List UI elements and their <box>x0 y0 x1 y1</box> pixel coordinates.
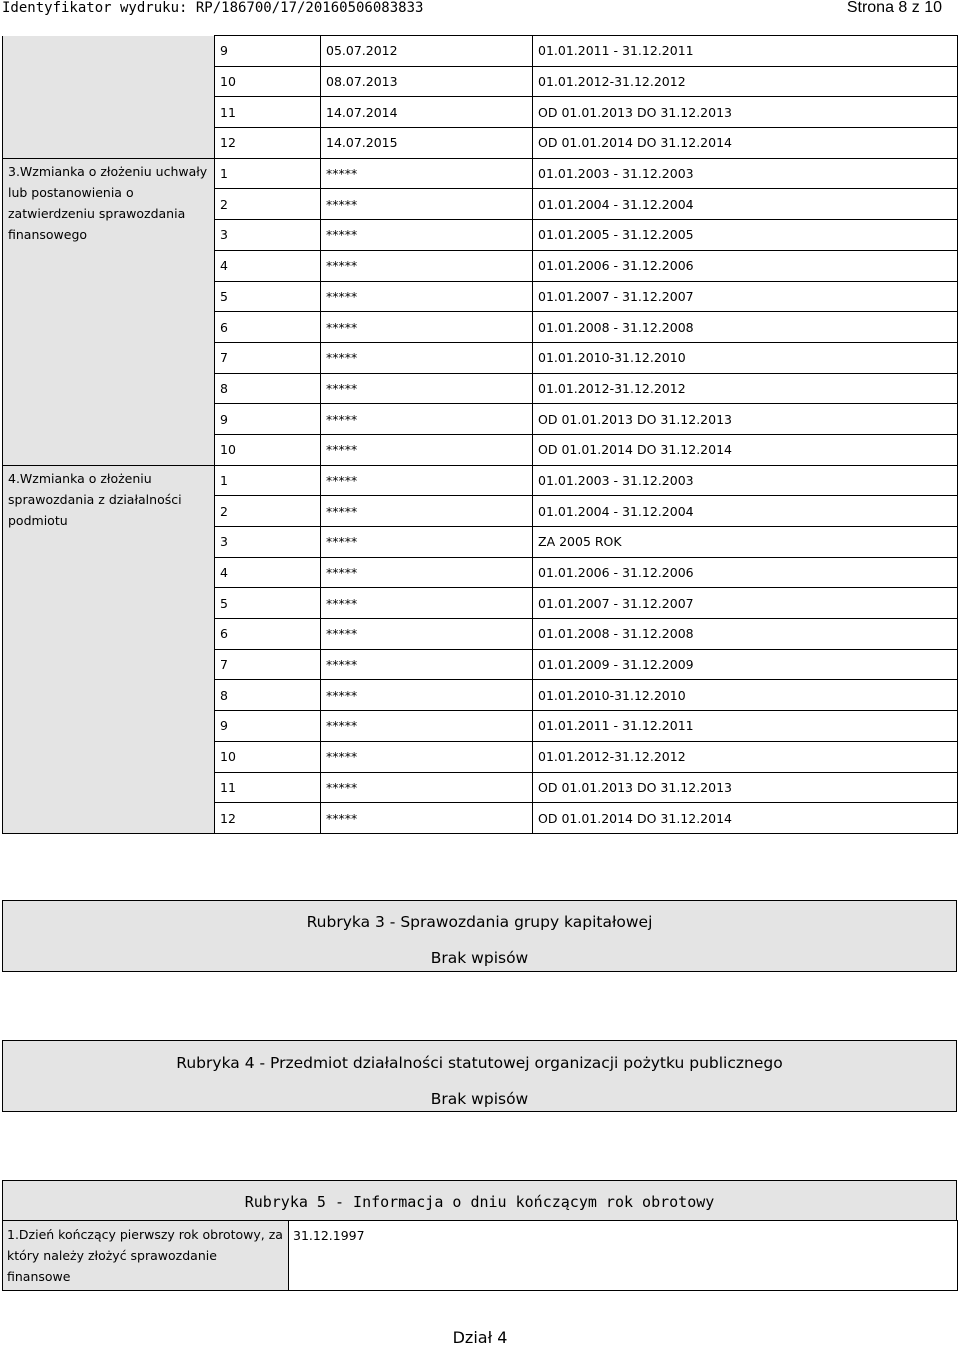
entry-value: ***** <box>321 803 533 834</box>
entry-value: ***** <box>321 465 533 496</box>
entry-value: ***** <box>321 373 533 404</box>
entry-period: 01.01.2010-31.12.2010 <box>533 342 958 373</box>
entry-value: 08.07.2013 <box>321 66 533 97</box>
table-row <box>3 465 958 496</box>
entry-value: ***** <box>321 189 533 220</box>
entry-number: 9 <box>215 711 321 742</box>
entry-period: 01.01.2011 - 31.12.2011 <box>533 711 958 742</box>
entry-period: 01.01.2004 - 31.12.2004 <box>533 189 958 220</box>
entry-value: ***** <box>321 312 533 343</box>
entry-number: 8 <box>215 680 321 711</box>
entry-period: 01.01.2006 - 31.12.2006 <box>533 557 958 588</box>
entry-period: 01.01.2006 - 31.12.2006 <box>533 250 958 281</box>
entry-number: 11 <box>215 97 321 128</box>
entry-period: 01.01.2008 - 31.12.2008 <box>533 619 958 650</box>
entry-period: 01.01.2012-31.12.2012 <box>533 66 958 97</box>
entry-number: 3 <box>215 220 321 251</box>
entry-value: ***** <box>321 741 533 772</box>
entry-value: ***** <box>321 711 533 742</box>
entry-period: OD 01.01.2013 DO 31.12.2013 <box>533 772 958 803</box>
entry-number: 9 <box>215 404 321 435</box>
rubryka-3-title: Rubryka 3 - Sprawozdania grupy kapitałowej <box>306 913 653 931</box>
entry-number: 12 <box>215 128 321 159</box>
entry-number: 11 <box>215 772 321 803</box>
entry-period: 01.01.2007 - 31.12.2007 <box>533 281 958 312</box>
entry-value: ***** <box>321 220 533 251</box>
entry-period: 01.01.2012-31.12.2012 <box>533 741 958 772</box>
entry-value: ***** <box>321 281 533 312</box>
entry-number: 6 <box>215 619 321 650</box>
entry-value: ***** <box>321 250 533 281</box>
entry-value: ***** <box>321 588 533 619</box>
entry-period: 01.01.2009 - 31.12.2009 <box>533 649 958 680</box>
entry-value: ***** <box>321 772 533 803</box>
rubryka-4-status: Brak wpisów <box>430 1090 529 1108</box>
entry-value: ***** <box>321 434 533 465</box>
entry-number: 5 <box>215 281 321 312</box>
entry-period: OD 01.01.2013 DO 31.12.2013 <box>533 97 958 128</box>
entry-number: 1 <box>215 465 321 496</box>
entry-number: 7 <box>215 342 321 373</box>
entry-period: ZA 2005 ROK <box>533 527 958 558</box>
entry-number: 7 <box>215 649 321 680</box>
entry-number: 4 <box>215 557 321 588</box>
rubryka-5-table <box>2 1220 958 1291</box>
entry-value: ***** <box>321 404 533 435</box>
entry-value: ***** <box>321 527 533 558</box>
rubryka-4-box <box>2 1040 957 1112</box>
page-number: Strona 8 z 10 <box>846 0 942 16</box>
entry-value: 14.07.2014 <box>321 97 533 128</box>
entry-number: 8 <box>215 373 321 404</box>
entry-number: 1 <box>215 158 321 189</box>
entry-number: 5 <box>215 588 321 619</box>
entry-number: 2 <box>215 496 321 527</box>
entry-number: 10 <box>215 66 321 97</box>
section-4-label: 4.Wzmianka o złożeniu sprawozdania z działalności podmiotu <box>3 465 215 833</box>
entry-period: 01.01.2003 - 31.12.2003 <box>533 465 958 496</box>
entry-number: 4 <box>215 250 321 281</box>
entry-period: 01.01.2011 - 31.12.2011 <box>533 36 958 67</box>
print-identifier: Identyfikator wydruku: RP/186700/17/20160506083833 <box>2 0 424 16</box>
entry-number: 6 <box>215 312 321 343</box>
entries-table <box>2 35 958 834</box>
entry-value: 05.07.2012 <box>321 36 533 67</box>
entry-period: 01.01.2007 - 31.12.2007 <box>533 588 958 619</box>
entry-value: ***** <box>321 557 533 588</box>
entry-period: 01.01.2010-31.12.2010 <box>533 680 958 711</box>
entry-number: 9 <box>215 36 321 67</box>
entry-number: 12 <box>215 803 321 834</box>
entry-number: 2 <box>215 189 321 220</box>
entry-value: 14.07.2015 <box>321 128 533 159</box>
first-fiscal-year-end-value: 31.12.1997 <box>289 1221 958 1291</box>
table-row <box>3 36 958 67</box>
entry-value: ***** <box>321 496 533 527</box>
entry-period: 01.01.2008 - 31.12.2008 <box>533 312 958 343</box>
blank-label-cell <box>3 36 215 159</box>
entry-period: 01.01.2005 - 31.12.2005 <box>533 220 958 251</box>
entry-number: 10 <box>215 434 321 465</box>
entry-value: ***** <box>321 158 533 189</box>
first-fiscal-year-end-label: 1.Dzień kończący pierwszy rok obrotowy, za który należy złożyć sprawozdanie finansowe <box>3 1221 289 1291</box>
entry-value: ***** <box>321 680 533 711</box>
section-footer: Dział 4 <box>452 1328 508 1347</box>
entry-number: 3 <box>215 527 321 558</box>
entry-value: ***** <box>321 649 533 680</box>
rubryka-4-title: Rubryka 4 - Przedmiot działalności statutowej organizacji pożytku publicznego <box>176 1054 783 1072</box>
entry-value: ***** <box>321 619 533 650</box>
rubryka-5-title: Rubryka 5 - Informacja o dniu kończącym rok obrotowy <box>244 1193 715 1211</box>
entry-period: 01.01.2004 - 31.12.2004 <box>533 496 958 527</box>
rubryka-3-status: Brak wpisów <box>430 949 529 967</box>
entry-number: 10 <box>215 741 321 772</box>
entry-period: OD 01.01.2014 DO 31.12.2014 <box>533 803 958 834</box>
rubryka-3-box <box>2 900 957 972</box>
table-row <box>3 158 958 189</box>
entry-period: 01.01.2003 - 31.12.2003 <box>533 158 958 189</box>
entry-period: OD 01.01.2014 DO 31.12.2014 <box>533 434 958 465</box>
section-3-label: 3.Wzmianka o złożeniu uchwały lub postanowienia o zatwierdzeniu sprawozdania finansowego <box>3 158 215 465</box>
entry-period: 01.01.2012-31.12.2012 <box>533 373 958 404</box>
entry-period: OD 01.01.2014 DO 31.12.2014 <box>533 128 958 159</box>
entry-value: ***** <box>321 342 533 373</box>
entry-period: OD 01.01.2013 DO 31.12.2013 <box>533 404 958 435</box>
